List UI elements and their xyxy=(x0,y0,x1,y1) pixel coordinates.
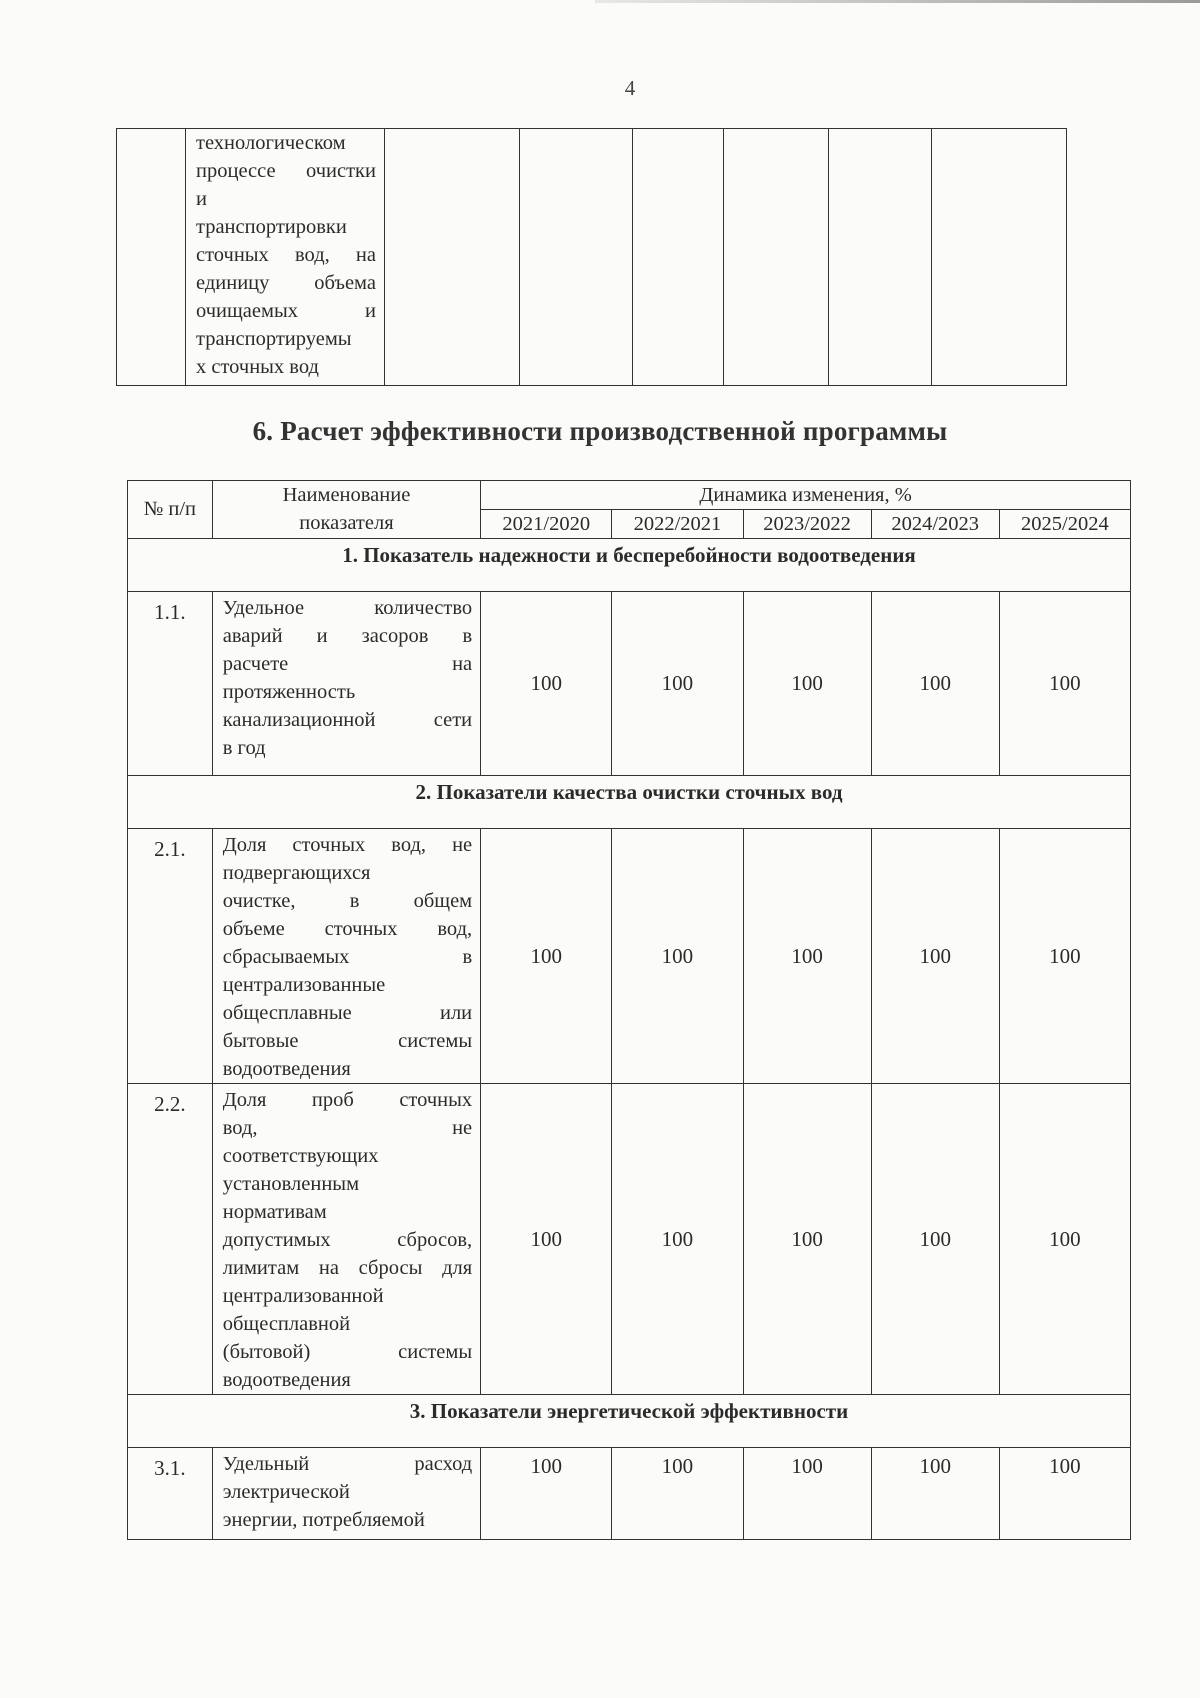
value-cell: 100 xyxy=(481,1448,612,1540)
header-period: 2022/2021 xyxy=(612,510,743,539)
text-line: и xyxy=(196,188,207,210)
text-line: энергии, потребляемой xyxy=(222,1509,425,1531)
text-line: лимитам на сбросы для xyxy=(222,1257,473,1279)
row-number: 2.1. xyxy=(128,829,213,1084)
text-line: единицу объема xyxy=(196,272,376,294)
text-line: объеме сточных вод, xyxy=(222,918,473,940)
text-line: Удельное количество xyxy=(222,597,473,619)
text-line: централизованные xyxy=(222,974,386,996)
text-line: канализационной сети xyxy=(222,709,473,731)
value-cell: 100 xyxy=(481,829,612,1084)
value-cell: 100 xyxy=(999,1448,1130,1540)
text-line: х сточных вод xyxy=(196,356,319,378)
text-line: Удельный расход xyxy=(222,1453,473,1475)
text-line: нормативам xyxy=(222,1201,327,1223)
text-line: общесплавной xyxy=(222,1313,351,1335)
empty-cell xyxy=(117,129,186,386)
indicator-name xyxy=(212,1448,480,1540)
text-line: вод, не xyxy=(222,1117,473,1139)
empty-cell xyxy=(385,129,520,386)
row-number: 3.1. xyxy=(128,1448,213,1540)
text-line: процессе очистки xyxy=(196,160,376,182)
empty-cell xyxy=(520,129,633,386)
text-line: в год xyxy=(222,737,266,759)
section-heading: 3. Показатели энергетической эффективности xyxy=(128,1395,1131,1448)
continuation-table xyxy=(116,128,1067,386)
value-cell: 100 xyxy=(612,1084,743,1395)
value-cell: 100 xyxy=(481,1084,612,1395)
row-number: 2.2. xyxy=(128,1084,213,1395)
text-line: соответствующих xyxy=(222,1145,379,1167)
empty-cell xyxy=(932,129,1067,386)
section-title: 6. Расчет эффективности производственной программы xyxy=(252,416,948,446)
value-cell: 100 xyxy=(612,829,743,1084)
value-cell: 100 xyxy=(871,592,999,776)
section-row xyxy=(128,1395,1131,1448)
header-name-line: показателя xyxy=(299,512,394,534)
table-row xyxy=(128,1084,1131,1395)
header-dynamics: Динамика изменения, % xyxy=(481,481,1131,510)
text-line: очищаемых и xyxy=(196,300,376,322)
text-line: протяженность xyxy=(222,681,356,703)
value-cell: 100 xyxy=(871,1448,999,1540)
text-line: общесплавные или xyxy=(222,1002,473,1024)
text-line: расчете на xyxy=(222,653,473,675)
text-line: водоотведения xyxy=(222,1058,351,1080)
header-period: 2023/2022 xyxy=(743,510,871,539)
text-line: подвергающихся xyxy=(222,862,371,884)
header-name-line: Наименование xyxy=(282,484,411,506)
value-cell: 100 xyxy=(871,829,999,1084)
section-heading: 1. Показатель надежности и бесперебойности водоотведения xyxy=(128,539,1131,592)
value-cell: 100 xyxy=(743,592,871,776)
text-line: Доля проб сточных xyxy=(222,1089,473,1111)
value-cell: 100 xyxy=(743,1084,871,1395)
continuation-text-cell xyxy=(186,129,385,386)
header-name xyxy=(212,481,480,539)
text-line: бытовые системы xyxy=(222,1030,473,1052)
indicator-name xyxy=(212,592,480,776)
header-period: 2021/2020 xyxy=(481,510,612,539)
value-cell: 100 xyxy=(999,829,1130,1084)
scan-edge-line xyxy=(595,0,1200,3)
table-row xyxy=(128,1448,1131,1540)
row-number: 1.1. xyxy=(128,592,213,776)
empty-cell xyxy=(829,129,932,386)
empty-cell xyxy=(633,129,724,386)
header-period: 2024/2023 xyxy=(871,510,999,539)
text-line: допустимых сбросов, xyxy=(222,1229,473,1251)
table-row xyxy=(128,829,1131,1084)
indicator-name xyxy=(212,1084,480,1395)
header-num: № п/п xyxy=(128,481,213,539)
table-row xyxy=(128,592,1131,776)
text-line: транспортируемы xyxy=(196,328,352,350)
header-period: 2025/2024 xyxy=(999,510,1130,539)
empty-cell xyxy=(724,129,829,386)
text-line: сбрасываемых в xyxy=(222,946,473,968)
continuation-text xyxy=(186,129,384,381)
header-row xyxy=(128,481,1131,510)
value-cell: 100 xyxy=(612,592,743,776)
text-line: Доля сточных вод, не xyxy=(222,834,473,856)
text-line: аварий и засоров в xyxy=(222,625,473,647)
text-line: установленным xyxy=(222,1173,360,1195)
indicator-name xyxy=(212,829,480,1084)
text-line: сточных вод, на xyxy=(196,244,376,266)
text-line: (бытовой) системы xyxy=(222,1341,473,1363)
efficiency-table-body xyxy=(128,481,1131,1540)
efficiency-table xyxy=(127,480,1131,1540)
text-line: технологическом xyxy=(196,132,346,154)
value-cell: 100 xyxy=(999,1084,1130,1395)
value-cell: 100 xyxy=(871,1084,999,1395)
table-row xyxy=(117,129,1067,386)
value-cell: 100 xyxy=(999,592,1130,776)
text-line: электрической xyxy=(222,1481,350,1503)
section-row xyxy=(128,539,1131,592)
text-line: транспортировки xyxy=(196,216,347,238)
value-cell: 100 xyxy=(743,1448,871,1540)
value-cell: 100 xyxy=(612,1448,743,1540)
page-number: 4 xyxy=(624,76,636,100)
text-line: централизованной xyxy=(222,1285,384,1307)
text-line: очистке, в общем xyxy=(222,890,473,912)
section-row xyxy=(128,776,1131,829)
text-line: водоотведения xyxy=(222,1369,351,1391)
value-cell: 100 xyxy=(481,592,612,776)
value-cell: 100 xyxy=(743,829,871,1084)
section-heading: 2. Показатели качества очистки сточных вод xyxy=(128,776,1131,829)
